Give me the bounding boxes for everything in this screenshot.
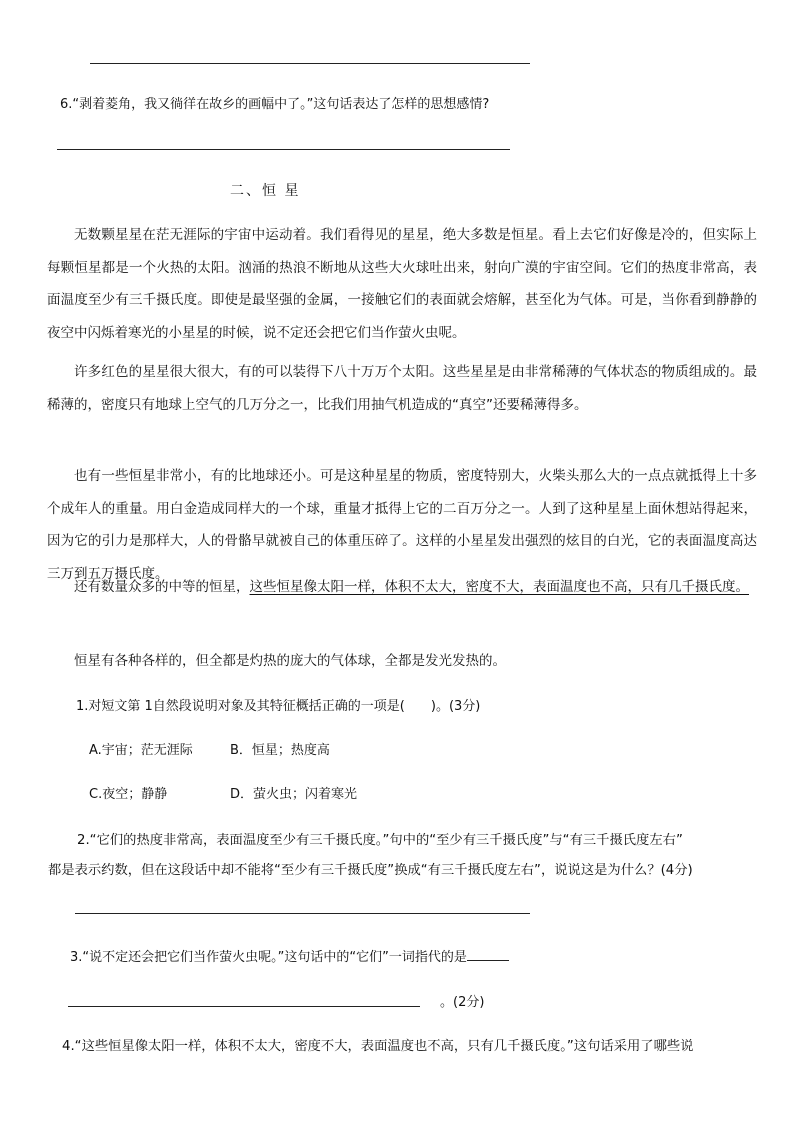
- answer-line[interactable]: [75, 913, 530, 914]
- question-3-text: 3.“说不定还会把它们当作萤火虫呢。”这句话中的“它们”一词指代的是: [70, 950, 467, 965]
- answer-blank[interactable]: [467, 948, 509, 961]
- question-3-line-1: [70, 948, 509, 967]
- question-4: 4.“这些恒星像太阳一样，体积不太大，密度不大，表面温度也不高，只有几千摄氏度。”这句话采用了哪些说: [62, 1039, 694, 1054]
- paragraph-1: 无数颗星星在茫无涯际的宇宙中运动着。我们看得见的星星，绝大多数是恒星。看上去它们好像是冷的，但实际上每颗恒星都是一个火热的太阳。汹涌的热浪不断地从这些大火球吐出来，射向广漠的宇宙空间。它们的热度非常高，表面温度至少有三千摄氏度。即使是最坚强的金属，一接触它们的表面就会熔解，甚至化为气体。可是，当你看到静静的夜空中闪烁着寒光的小星星的时候，说不定还会把它们当作萤火虫呢。: [47, 227, 757, 341]
- question-6: 6.“剥着菱角，我又徜徉在故乡的画幅中了。”这句话表达了怎样的思想感情?: [60, 97, 490, 112]
- question-2-line-2: 都是表示约数，但在这段话中却不能将“至少有三千摄氏度”换成“有三千摄氏度左右”，说说这是为什么？(4分): [48, 863, 693, 878]
- option-c[interactable]: C.夜空；静静: [89, 787, 168, 802]
- paragraph-4: [47, 571, 757, 604]
- option-b[interactable]: B．恒星；热度高: [230, 743, 330, 758]
- answer-line[interactable]: [57, 149, 510, 150]
- question-1: 1.对短文第 1自然段说明对象及其特征概括正确的一项是( )。(3分): [76, 699, 481, 714]
- paragraph-5: 恒星有各种各样的，但全都是灼热的庞大的气体球，全都是发光发热的。: [74, 653, 506, 669]
- answer-line[interactable]: [68, 1006, 420, 1007]
- question-3-line-2: 。(2分): [440, 995, 485, 1010]
- question-2-line-1: 2.“它们的热度非常高，表面温度至少有三千摄氏度。”句中的“至少有三千摄氏度”与“有三千摄氏度左右”: [77, 833, 683, 848]
- paragraph-2: 许多红色的星星很大很大，有的可以装得下八十万万个太阳。这些星星是由非常稀薄的气体状态的物质组成的。最稀薄的，密度只有地球上空气的几万分之一，比我们用抽气机造成的“真空”还要稀薄得多。: [47, 364, 757, 413]
- option-d[interactable]: D．萤火虫；闪着寒光: [230, 787, 358, 802]
- paragraph-4-underlined: 这些恒星像太阳一样，体积不太大，密度不大，表面温度也不高，只有几千摄氏度。: [249, 579, 749, 595]
- paragraph-3: 也有一些恒星非常小，有的比地球还小。可是这种星星的物质，密度特别大，火柴头那么大的一点点就抵得上十多个成年人的重量。用白金造成同样大的一个球，重量才抵得上它的二百万分之一。人到了这种星星上面休想站得起来，因为它的引力是那样大，人的骨骼早就被自己的体重压碎了。这样的小星星发出强烈的炫目的白光，它的表面温度高达三万到五万摄氏度。: [47, 468, 757, 582]
- section-heading: 二、恒 星: [230, 183, 301, 199]
- answer-line[interactable]: [90, 63, 530, 64]
- paragraph-4-text: 还有数量众多的中等的恒星，: [74, 579, 250, 595]
- option-a[interactable]: A.宇宙；茫无涯际: [89, 743, 193, 758]
